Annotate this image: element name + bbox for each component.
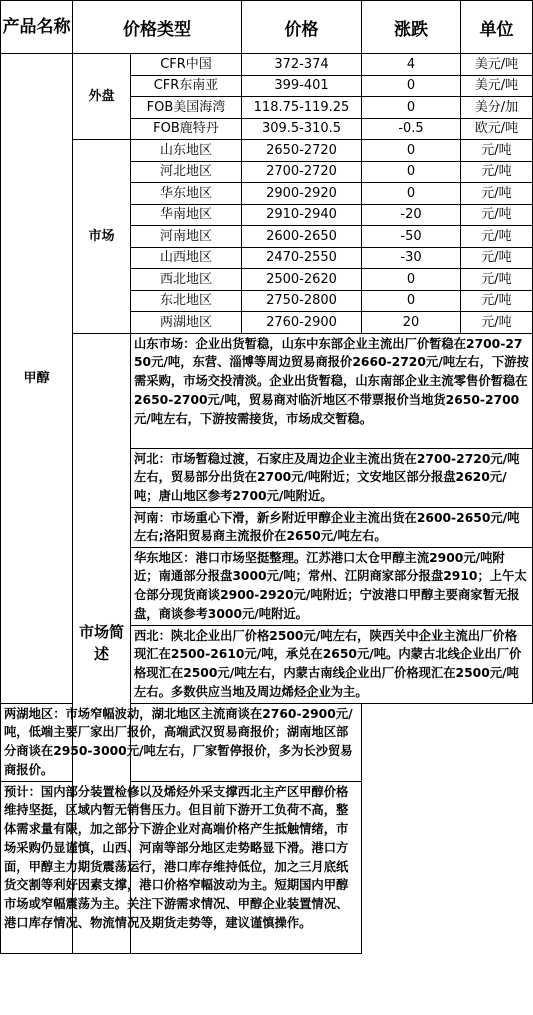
desc-xibei: 西北：陕北企业出厂价格2500元/吨左右，陕西关中企业主流出厂价格现汇在2500-2610元/吨，承兑在2650元/吨。内蒙古北线企业出厂价格现汇在2500元/吨左右，内蒙古南线企业出厂价格现汇在2500元/吨左右。多数供应当地及周边烯烃企业为主。 [131, 625, 533, 703]
group-market: 市场 [73, 140, 131, 334]
price-type-cell: CFR东南亚 [131, 75, 242, 97]
price-type-cell: FOB鹿特丹 [131, 118, 242, 140]
price-type-cell: 华南地区 [131, 204, 242, 226]
unit-cell: 元/吨 [461, 161, 533, 183]
change-cell: -50 [362, 226, 461, 248]
unit-cell: 欧元/吨 [461, 118, 533, 140]
unit-cell: 元/吨 [461, 140, 533, 162]
desc-row [1, 781, 533, 953]
price-cell: 2760-2900 [242, 312, 362, 334]
price-cell: 2650-2720 [242, 140, 362, 162]
price-cell: 2600-2650 [242, 226, 362, 248]
price-cell: 2500-2620 [242, 269, 362, 291]
desc-row [1, 703, 533, 781]
unit-cell: 美元/吨 [461, 54, 533, 76]
change-cell: 0 [362, 161, 461, 183]
price-type-cell: 河南地区 [131, 226, 242, 248]
table-row [1, 140, 533, 162]
price-type-cell: CFR中国 [131, 54, 242, 76]
header-row [1, 1, 533, 54]
unit-cell: 元/吨 [461, 247, 533, 269]
group-summary: 市场简述 [73, 333, 131, 953]
price-type-cell: FOB美国海湾 [131, 97, 242, 119]
unit-cell: 元/吨 [461, 290, 533, 312]
price-type-cell: 东北地区 [131, 290, 242, 312]
price-type-cell: 山东地区 [131, 140, 242, 162]
desc-huadong: 华东地区：港口市场坚挺整理。江苏港口太仓甲醇主流2900元/吨附近；南通部分报盘3000元/吨；常州、江阴商家部分报盘2910；上午太仓部分现货商谈2900-2920元/吨附近；宁波港口甲醇主要商家暂无报盘，商谈参考3000元/吨附近。 [131, 547, 533, 625]
unit-cell: 元/吨 [461, 312, 533, 334]
change-cell: -20 [362, 204, 461, 226]
desc-lianghu: 两湖地区：市场窄幅波动，湖北地区主流商谈在2760-2900元/吨，低端主要厂家出厂报价，高端武汉贸易商报价；湖南地区部分商谈在2950-3000元/吨左右，厂家暂停报价，多为长沙贸易商报价。 [1, 703, 362, 781]
price-type-cell: 华东地区 [131, 183, 242, 205]
price-type-cell: 河北地区 [131, 161, 242, 183]
table-row [1, 54, 533, 76]
price-cell: 2700-2720 [242, 161, 362, 183]
price-cell: 118.75-119.25 [242, 97, 362, 119]
price-type-cell: 西北地区 [131, 269, 242, 291]
unit-cell: 元/吨 [461, 226, 533, 248]
price-cell: 2900-2920 [242, 183, 362, 205]
price-cell: 2750-2800 [242, 290, 362, 312]
unit-cell: 元/吨 [461, 204, 533, 226]
desc-shandong: 山东市场：企业出货暂稳，山东中东部企业主流出厂价暂稳在2700-2750元/吨，东营、淄博等周边贸易商报价2660-2720元/吨左右，下游按需采购，市场交投清淡。企业出货暂稳，山东南部企业主流零售价暂稳在2650-2700元/吨，贸易商对临沂地区不带票报价当地货2650-2700元/吨左右，下游按需接货，市场成交暂稳。 [131, 333, 533, 448]
desc-row [1, 333, 533, 448]
product-name: 甲醇 [1, 54, 73, 704]
change-cell: 0 [362, 269, 461, 291]
change-cell: -0.5 [362, 118, 461, 140]
unit-cell: 元/吨 [461, 183, 533, 205]
desc-henan: 河南：市场重心下滑，新乡附近甲醇企业主流出货在2600-2650元/吨左右;洛阳贸易商主流报价在2650元/吨左右。 [131, 507, 533, 547]
price-type-cell: 两湖地区 [131, 312, 242, 334]
header-product: 产品名称 [1, 1, 73, 54]
desc-forecast: 预计：国内部分装置检修以及烯烃外采支撑西北主产区甲醇价格维持坚挺，区域内暂无销售压力。但目前下游开工负荷不高，整体需求量有限，加之部分下游企业对高端价格产生抵触情绪，市场采购仍显谨慎，山西、河南等部分地区走势略显下滑。港口方面，甲醇主力期货震荡运行，港口库存维持低位，加之三月底纸货交割等利好因素支撑，港口价格窄幅波动为主。短期国内甲醇市场或窄幅震荡为主。关注下游需求情况、甲醇企业装置情况、港口库存情况、物流情况及期货走势等，建议谨慎操作。 [1, 781, 362, 953]
header-unit: 单位 [461, 1, 533, 54]
group-waipan: 外盘 [73, 54, 131, 140]
change-cell: 0 [362, 290, 461, 312]
unit-cell: 元/吨 [461, 269, 533, 291]
price-cell: 372-374 [242, 54, 362, 76]
header-change: 涨跌 [362, 1, 461, 54]
change-cell: 0 [362, 97, 461, 119]
header-price: 价格 [242, 1, 362, 54]
price-cell: 399-401 [242, 75, 362, 97]
desc-hebei: 河北：市场暂稳过渡，石家庄及周边企业主流出货在2700-2720元/吨左右，贸易部分出货在2700元/吨附近；文安地区部分报盘2620元/吨；唐山地区参考2700元/吨附近。 [131, 448, 533, 507]
change-cell: 0 [362, 75, 461, 97]
price-cell: 309.5-310.5 [242, 118, 362, 140]
unit-cell: 美元/吨 [461, 75, 533, 97]
change-cell: 4 [362, 54, 461, 76]
header-price-type: 价格类型 [73, 1, 242, 54]
change-cell: 20 [362, 312, 461, 334]
unit-cell: 美分/加 [461, 97, 533, 119]
change-cell: -30 [362, 247, 461, 269]
price-cell: 2910-2940 [242, 204, 362, 226]
change-cell: 0 [362, 183, 461, 205]
price-type-cell: 山西地区 [131, 247, 242, 269]
change-cell: 0 [362, 140, 461, 162]
price-cell: 2470-2550 [242, 247, 362, 269]
